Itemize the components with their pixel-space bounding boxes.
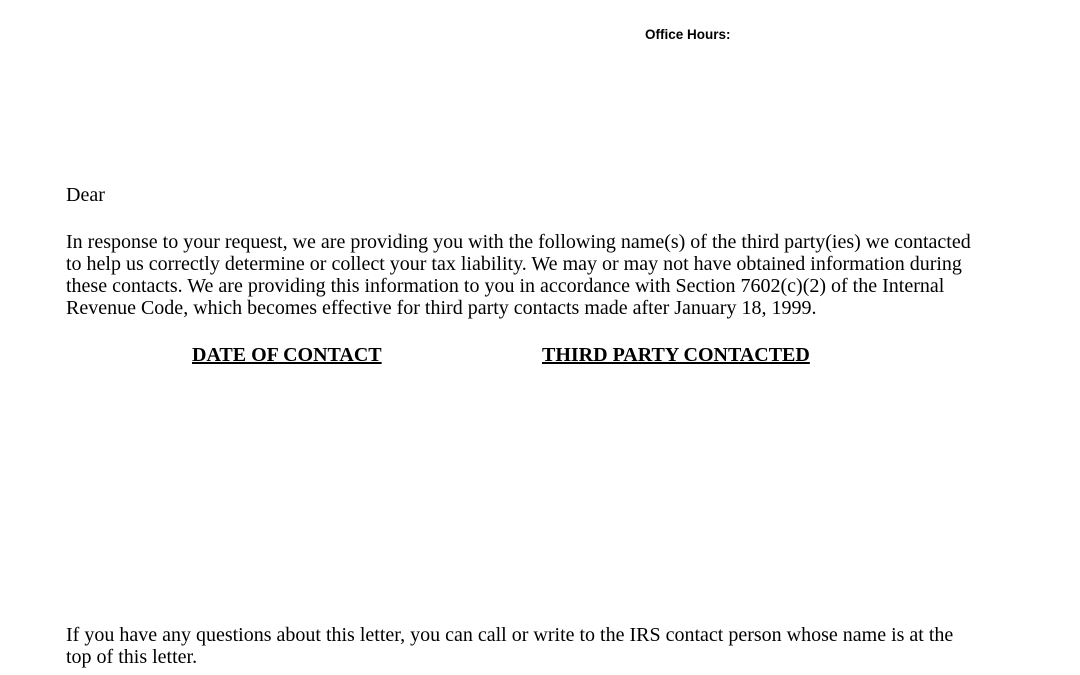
date-of-contact-header: DATE OF CONTACT — [192, 344, 382, 366]
salutation: Dear — [66, 184, 105, 206]
office-hours-label: Office Hours: — [645, 27, 731, 42]
closing-line: top of this letter. — [66, 646, 198, 668]
body-line: these contacts. We are providing this information to you in accordance with Section 7602(c)(2) of the Internal — [66, 275, 945, 297]
body-line: In response to your request, we are providing you with the following name(s) of the third party(ies) we contacted — [66, 231, 971, 253]
third-party-contacted-header: THIRD PARTY CONTACTED — [542, 344, 810, 366]
closing-line: If you have any questions about this letter, you can call or write to the IRS contact person whose name is at the — [66, 624, 954, 646]
body-line: to help us correctly determine or collect your tax liability. We may or may not have obtained information during — [66, 253, 962, 275]
closing-paragraph — [66, 624, 1031, 668]
body-line: Revenue Code, which becomes effective for third party contacts made after January 18, 1999. — [66, 297, 817, 319]
body-paragraph — [66, 231, 1031, 319]
